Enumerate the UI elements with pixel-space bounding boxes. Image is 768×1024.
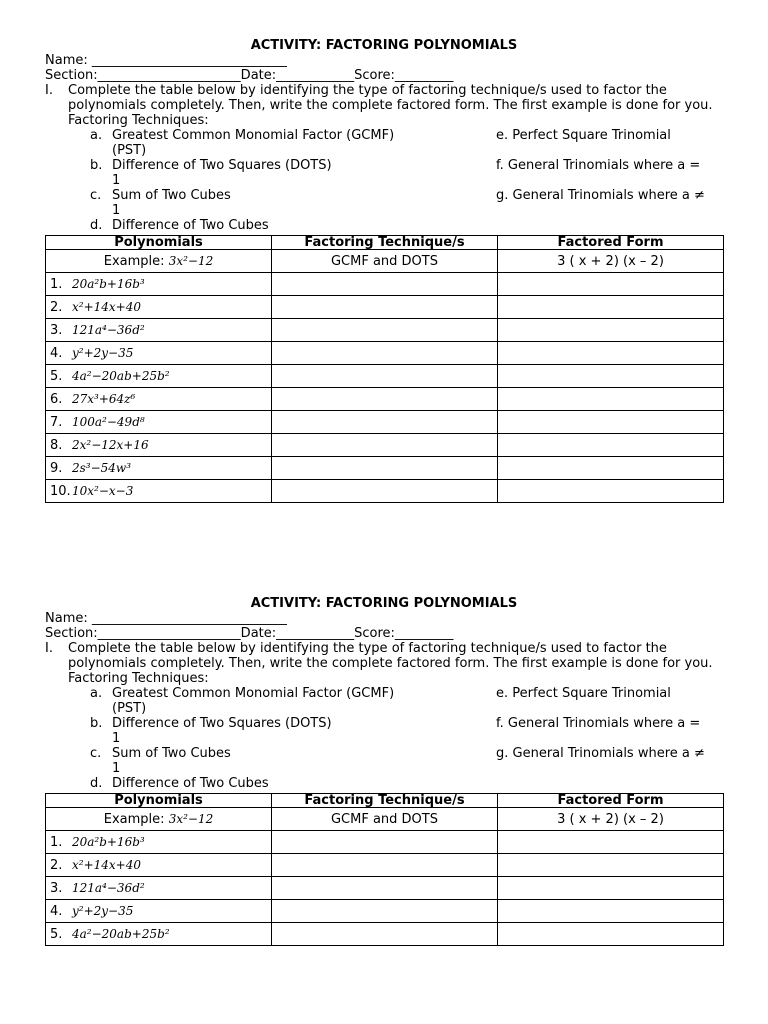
instruction-text: Complete the table below by identifying the type of factoring technique/s used to factor the polynomials completely. Then, write the complete factored form. The first example is done for you. xyxy=(68,83,713,113)
technique-b: b. Difference of Two Squares (DOTS) xyxy=(90,158,332,173)
technique-answer[interactable] xyxy=(272,411,498,434)
worksheet-title: ACTIVITY: FACTORING POLYNOMIALS xyxy=(250,38,518,53)
table-row xyxy=(46,342,724,365)
example-row xyxy=(46,250,724,273)
factored-answer[interactable] xyxy=(498,480,724,503)
worksheet-top xyxy=(45,38,723,503)
factored-answer[interactable] xyxy=(498,434,724,457)
table-row xyxy=(46,296,724,319)
table-row xyxy=(46,457,724,480)
technique-g-overflow: 1 xyxy=(112,761,121,776)
section-date-score-field[interactable]: Section:______________________Date:____________Score:_________ xyxy=(45,626,454,641)
technique-g: g. General Trinomials where a ≠ xyxy=(496,746,705,761)
table-row xyxy=(46,319,724,342)
table-row xyxy=(46,411,724,434)
polynomial-cell: 7. 100a²−49d⁸ xyxy=(46,411,272,434)
instruction-number: I. xyxy=(45,83,53,98)
example-polynomial: Example: 3x²−12 xyxy=(46,808,272,831)
technique-e: e. Perfect Square Trinomial xyxy=(496,686,671,701)
instructions xyxy=(45,83,723,113)
section-date-score-field[interactable]: Section:______________________Date:____________Score:_________ xyxy=(45,68,454,83)
technique-answer[interactable] xyxy=(272,457,498,480)
header-technique: Factoring Technique/s xyxy=(272,236,498,250)
technique-c: c. Sum of Two Cubes xyxy=(90,746,231,761)
table-row xyxy=(46,900,724,923)
techniques-label: Factoring Techniques: xyxy=(68,113,209,128)
table-row xyxy=(46,273,724,296)
instruction-text: Complete the table below by identifying the type of factoring technique/s used to factor the polynomials completely. Then, write the complete factored form. The first example is done for you. xyxy=(68,641,713,671)
example-technique: GCMF and DOTS xyxy=(272,250,498,273)
polynomial-cell: 6. 27x³+64z⁶ xyxy=(46,388,272,411)
factored-answer[interactable] xyxy=(498,365,724,388)
factored-answer[interactable] xyxy=(498,388,724,411)
technique-d: d. Difference of Two Cubes xyxy=(90,776,269,791)
table-row xyxy=(46,388,724,411)
header-polynomials: Polynomials xyxy=(46,236,272,250)
technique-c: c. Sum of Two Cubes xyxy=(90,188,231,203)
example-row xyxy=(46,808,724,831)
example-polynomial: Example: 3x²−12 xyxy=(46,250,272,273)
polynomial-cell: 2. x²+14x+40 xyxy=(46,854,272,877)
factoring-table xyxy=(45,235,724,503)
technique-f: f. General Trinomials where a = xyxy=(496,716,701,731)
polynomial-cell: 1. 20a²b+16b³ xyxy=(46,273,272,296)
technique-e: e. Perfect Square Trinomial xyxy=(496,128,671,143)
factored-answer[interactable] xyxy=(498,900,724,923)
technique-answer[interactable] xyxy=(272,319,498,342)
technique-e-overflow: (PST) xyxy=(112,143,147,158)
technique-answer[interactable] xyxy=(272,342,498,365)
technique-answer[interactable] xyxy=(272,388,498,411)
header-factored-form: Factored Form xyxy=(498,794,724,808)
table-row xyxy=(46,877,724,900)
technique-answer[interactable] xyxy=(272,877,498,900)
factored-answer[interactable] xyxy=(498,831,724,854)
example-factored: 3 ( x + 2) (x – 2) xyxy=(498,250,724,273)
worksheet-title: ACTIVITY: FACTORING POLYNOMIALS xyxy=(250,596,518,611)
technique-b: b. Difference of Two Squares (DOTS) xyxy=(90,716,332,731)
technique-answer[interactable] xyxy=(272,296,498,319)
technique-g: g. General Trinomials where a ≠ xyxy=(496,188,705,203)
instructions xyxy=(45,641,723,671)
technique-f-overflow: 1 xyxy=(112,173,121,188)
header-polynomials: Polynomials xyxy=(46,794,272,808)
factored-answer[interactable] xyxy=(498,342,724,365)
technique-f-overflow: 1 xyxy=(112,731,121,746)
polynomial-cell: 5. 4a²−20ab+25b² xyxy=(46,923,272,946)
factored-answer[interactable] xyxy=(498,319,724,342)
polynomial-cell: 4. y²+2y−35 xyxy=(46,900,272,923)
factored-answer[interactable] xyxy=(498,273,724,296)
technique-e-overflow: (PST) xyxy=(112,701,147,716)
polynomial-cell: 1. 20a²b+16b³ xyxy=(46,831,272,854)
technique-answer[interactable] xyxy=(272,365,498,388)
technique-answer[interactable] xyxy=(272,831,498,854)
polynomial-cell: 2. x²+14x+40 xyxy=(46,296,272,319)
example-technique: GCMF and DOTS xyxy=(272,808,498,831)
header-factored-form: Factored Form xyxy=(498,236,724,250)
technique-g-overflow: 1 xyxy=(112,203,121,218)
table-row xyxy=(46,831,724,854)
technique-d: d. Difference of Two Cubes xyxy=(90,218,269,233)
table-row xyxy=(46,365,724,388)
factored-answer[interactable] xyxy=(498,411,724,434)
technique-answer[interactable] xyxy=(272,923,498,946)
technique-answer[interactable] xyxy=(272,854,498,877)
factored-answer[interactable] xyxy=(498,877,724,900)
polynomial-cell: 9. 2s³−54w³ xyxy=(46,457,272,480)
technique-a: a. Greatest Common Monomial Factor (GCMF) xyxy=(90,686,395,701)
factored-answer[interactable] xyxy=(498,457,724,480)
polynomial-cell: 10.10x²−x−3 xyxy=(46,480,272,503)
technique-answer[interactable] xyxy=(272,480,498,503)
factored-answer[interactable] xyxy=(498,923,724,946)
polynomial-cell: 3. 121a⁴−36d² xyxy=(46,319,272,342)
polynomial-cell: 3. 121a⁴−36d² xyxy=(46,877,272,900)
technique-answer[interactable] xyxy=(272,434,498,457)
header-technique: Factoring Technique/s xyxy=(272,794,498,808)
technique-f: f. General Trinomials where a = xyxy=(496,158,701,173)
techniques-list xyxy=(45,686,723,793)
worksheet-bottom xyxy=(45,596,723,946)
name-field[interactable]: Name: ______________________________ xyxy=(45,53,287,68)
polynomial-cell: 4. y²+2y−35 xyxy=(46,342,272,365)
technique-answer[interactable] xyxy=(272,273,498,296)
techniques-list xyxy=(45,128,723,235)
factoring-table xyxy=(45,793,724,946)
technique-a: a. Greatest Common Monomial Factor (GCMF) xyxy=(90,128,395,143)
technique-answer[interactable] xyxy=(272,900,498,923)
table-row xyxy=(46,434,724,457)
polynomial-cell: 5. 4a²−20ab+25b² xyxy=(46,365,272,388)
table-row xyxy=(46,923,724,946)
name-field[interactable]: Name: ______________________________ xyxy=(45,611,287,626)
polynomial-cell: 8. 2x²−12x+16 xyxy=(46,434,272,457)
table-row xyxy=(46,854,724,877)
instruction-number: I. xyxy=(45,641,53,656)
factored-answer[interactable] xyxy=(498,296,724,319)
table-row xyxy=(46,480,724,503)
techniques-label: Factoring Techniques: xyxy=(68,671,209,686)
example-factored: 3 ( x + 2) (x – 2) xyxy=(498,808,724,831)
factored-answer[interactable] xyxy=(498,854,724,877)
